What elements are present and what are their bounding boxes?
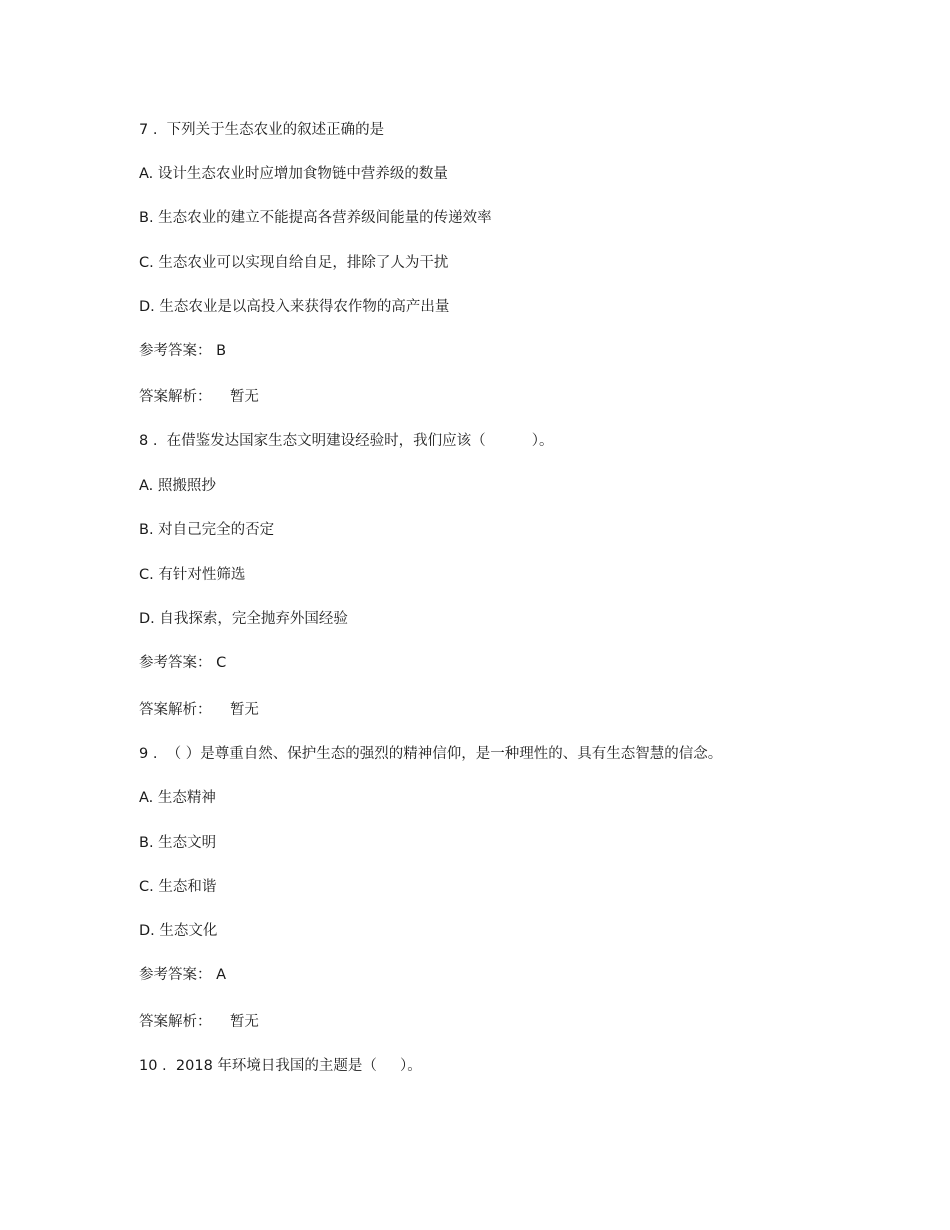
option-text: 对自己完全的否定 (158, 522, 275, 538)
option-letter: A (139, 478, 149, 494)
answer-line (139, 653, 226, 673)
option-text: 自我探索，完全抛弃外国经验 (159, 611, 348, 627)
question-number: 9 (139, 746, 149, 762)
option-d: D. 生态文化 (139, 923, 218, 939)
option-text: 设计生态农业时应增加食物链中营养级的数量 (157, 166, 448, 182)
option-a: A. 照搬照抄 (139, 478, 216, 494)
option-letter: D (139, 611, 151, 627)
option-letter: A (139, 790, 149, 806)
analysis-value: 暂无 (229, 1014, 259, 1030)
question-stem: 7 . 下列关于生态农业的叙述正确的是 (139, 122, 385, 138)
question-stem: 10 . 2018 年环境日我国的主题是（ ）。 (139, 1058, 422, 1074)
option-b: B. 生态文明 (139, 835, 217, 851)
option-text: 生态农业的建立不能提高各营养级间能量的传递效率 (158, 210, 492, 226)
option-letter: B (139, 835, 149, 851)
option-letter: C (139, 255, 150, 271)
option-c: C. 生态农业可以实现自给自足，排除了人为干扰 (139, 255, 449, 271)
option-a: A. 生态精神 (139, 790, 216, 806)
question-text: 2018 年环境日我国的主题是（ ）。 (175, 1058, 422, 1074)
answer-label: 参考答案： (139, 655, 212, 671)
answer-value: B (216, 343, 227, 359)
option-text: 照搬照抄 (157, 478, 216, 494)
option-letter: D (139, 299, 151, 315)
option-d: D. 自我探索，完全抛弃外国经验 (139, 611, 348, 627)
answer-label: 参考答案： (139, 343, 212, 359)
option-letter: C (139, 567, 150, 583)
analysis-value: 暂无 (229, 702, 259, 718)
analysis-label: 答案解析： (139, 389, 212, 405)
analysis-line (139, 700, 259, 720)
option-text: 生态农业可以实现自给自足，排除了人为干扰 (158, 255, 449, 271)
question-stem: 8 . 在借鉴发达国家生态文明建设经验时，我们应该（ ）。 (139, 433, 554, 449)
option-c: C. 有针对性筛选 (139, 567, 246, 583)
answer-value: C (216, 655, 227, 671)
option-letter: A (139, 166, 149, 182)
analysis-value: 暂无 (229, 389, 259, 405)
option-d: D. 生态农业是以高投入来获得农作物的高产出量 (139, 299, 450, 315)
answer-line (139, 341, 226, 361)
option-letter: B (139, 210, 149, 226)
option-text: 生态文化 (159, 923, 218, 939)
question-stem: 9 . （ ）是尊重自然、保护生态的强烈的精神信仰，是一种理性的、具有生态智慧的信念。 (139, 746, 723, 762)
option-b: B. 对自己完全的否定 (139, 522, 275, 538)
analysis-label: 答案解析： (139, 702, 212, 718)
question-text: 在借鉴发达国家生态文明建设经验时，我们应该（ ）。 (166, 433, 554, 449)
answer-line (139, 965, 226, 985)
option-letter: D (139, 923, 151, 939)
option-letter: B (139, 522, 149, 538)
question-text: 下列关于生态农业的叙述正确的是 (166, 122, 385, 138)
analysis-line (139, 1012, 259, 1032)
option-text: 生态和谐 (158, 879, 217, 895)
answer-label: 参考答案： (139, 967, 212, 983)
analysis-label: 答案解析： (139, 1014, 212, 1030)
option-letter: C (139, 879, 150, 895)
option-text: 生态农业是以高投入来获得农作物的高产出量 (159, 299, 450, 315)
option-text: 有针对性筛选 (158, 567, 246, 583)
question-number: 10 (139, 1058, 158, 1074)
option-text: 生态文明 (158, 835, 217, 851)
question-number: 8 (139, 433, 149, 449)
answer-value: A (216, 967, 227, 983)
question-number: 7 (139, 122, 149, 138)
analysis-line (139, 387, 259, 407)
option-a: A. 设计生态农业时应增加食物链中营养级的数量 (139, 166, 448, 182)
option-b: B. 生态农业的建立不能提高各营养级间能量的传递效率 (139, 210, 492, 226)
question-text: （ ）是尊重自然、保护生态的强烈的精神信仰，是一种理性的、具有生态智慧的信念。 (166, 746, 723, 762)
option-text: 生态精神 (157, 790, 216, 806)
option-c: C. 生态和谐 (139, 879, 217, 895)
